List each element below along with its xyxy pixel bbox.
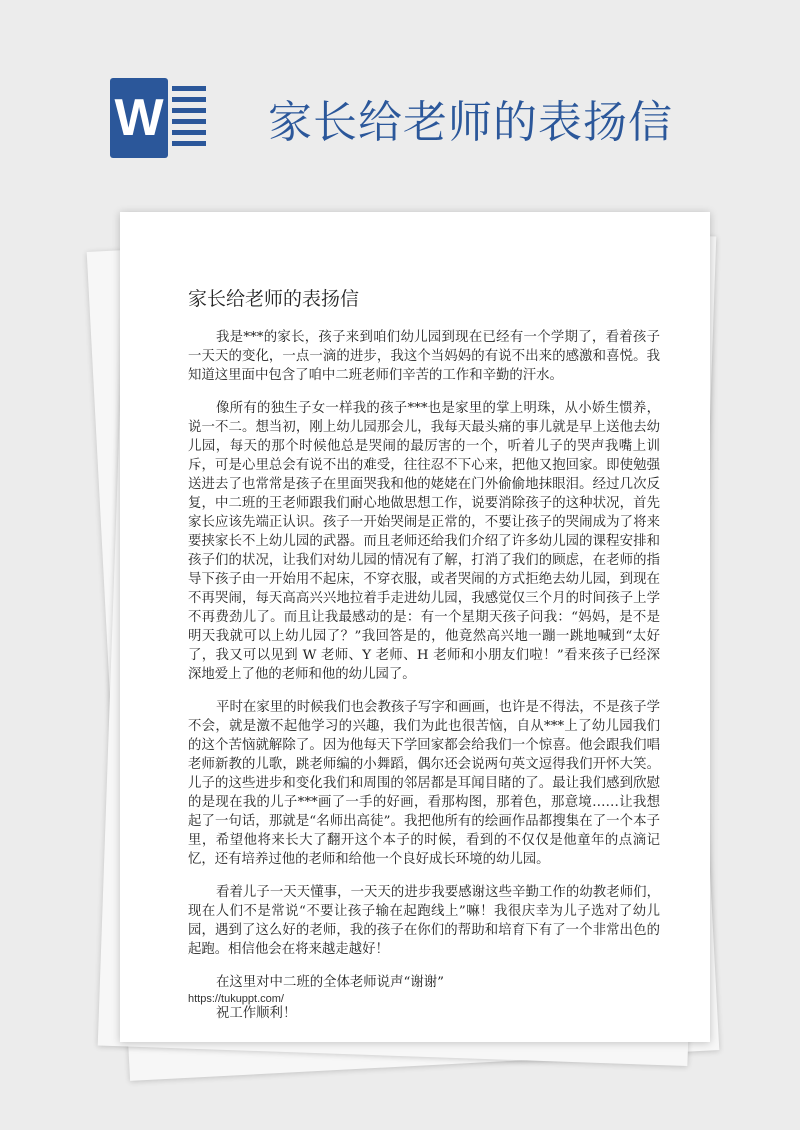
paragraph-2: 像所有的独生子女一样我的孩子***也是家里的掌上明珠，从小娇生惯养，说一不二。想当初，刚上幼儿园那会儿，我每天最头痛的事儿就是早上送他去幼儿园，每天的那个时候他总是哭闹的最厉害的一个，听着儿子的哭声我嘴上训斥，可是心里总会有说不出的难受，往往忍不下心来，把他又抱回家。即使勉强送进去了也常常是孩子在里面哭我和他的姥姥在门外偷偷地抹眼泪。经过几次反复，中二班的王老师跟我们耐心地做思想工作，说要消除孩子的这种状况，首先家长应该先端正认识。孩子一开始哭闹是正常的，不要让孩子的哭闹成为了将来要挟家长不上幼儿园的武器。而且老师还给我们介绍了许多幼儿园的课程安排和孩子们的状况，让我们对幼儿园的情况有了解，打消了我们的顾虑，在老师的指导下孩子由一开始用不起床，不穿衣服，或者哭闹的方式拒绝去幼儿园，到现在不再哭闹，每天高高兴兴地拉着手走进幼儿园，我感觉仅三个月的时间孩子上学不再费劲儿了。而且让我最感动的是：有一个星期天孩子问我：“妈妈，是不是明天我就可以上幼儿园了？”我回答是的，他竟然高兴地一蹦一跳地喊到“太好了，我又可以见到 W 老师、Y 老师、H 老师和小朋友们啦！”看来孩子已经深深地爱上了他的老师和他的幼儿园了。 [188, 401, 660, 682]
word-logo-letter: W [110, 78, 168, 158]
word-logo-lines [172, 86, 206, 150]
paragraph-closing: 祝工作顺利！ [216, 1006, 297, 1021]
document-body [188, 328, 660, 1035]
source-link[interactable]: https://tukuppt.com/ [188, 993, 284, 1005]
paragraph-thanks: 在这里对中二班的全体老师说声“谢谢” [216, 975, 444, 990]
paragraph-4: 看着儿子一天天懂事，一天天的进步我要感谢这些辛勤工作的幼教老师们，现在人们不是常说“不要让孩子输在起跑线上”嘛！我很庆幸为儿子选对了幼儿园，遇到了这么好的老师，我的孩子在你们的帮助和培育下有了一个非常出色的起跑。相信他会在将来越走越好！ [188, 885, 660, 957]
page-header [0, 0, 800, 200]
paragraph-3: 平时在家里的时候我们也会教孩子写字和画画，也许是不得法，不是孩子学不会，就是激不起他学习的兴趣，我们为此也很苦恼，自从***上了幼儿园我们的这个苦恼就解除了。因为他每天下学回家都会给我们一个惊喜。他会跟我们唱老师新教的儿歌，跳老师编的小舞蹈，偶尔还会说两句英文逗得我们开怀大笑。儿子的这些进步和变化我们和周围的邻居都是耳闻目睹的了。最让我们感到欣慰的是现在我的儿子***画了一手的好画，看那构图，那着色，那意境……让我想起了一句话，那就是“名师出高徒”。我把他所有的绘画作品都搜集在了一个本子里，希望他将来长大了翻开这个本子的时候，看到的不仅仅是他童年的点滴记忆，还有培养过他的老师和给他一个良好成长环境的幼儿园。 [188, 700, 660, 867]
header-title: 家长给老师的表扬信 [268, 97, 673, 148]
document-page [120, 212, 710, 1042]
paragraph-1: 我是***的家长，孩子来到咱们幼儿园到现在已经有一个学期了，看着孩子一天天的变化，一点一滴的进步，我这个当妈妈的有说不出来的感激和喜悦。我知道这里面中包含了咱中二班老师们辛苦的工作和辛勤的汗水。 [188, 330, 660, 383]
document-title: 家长给老师的表扬信 [188, 288, 360, 310]
word-document-icon [110, 78, 210, 158]
